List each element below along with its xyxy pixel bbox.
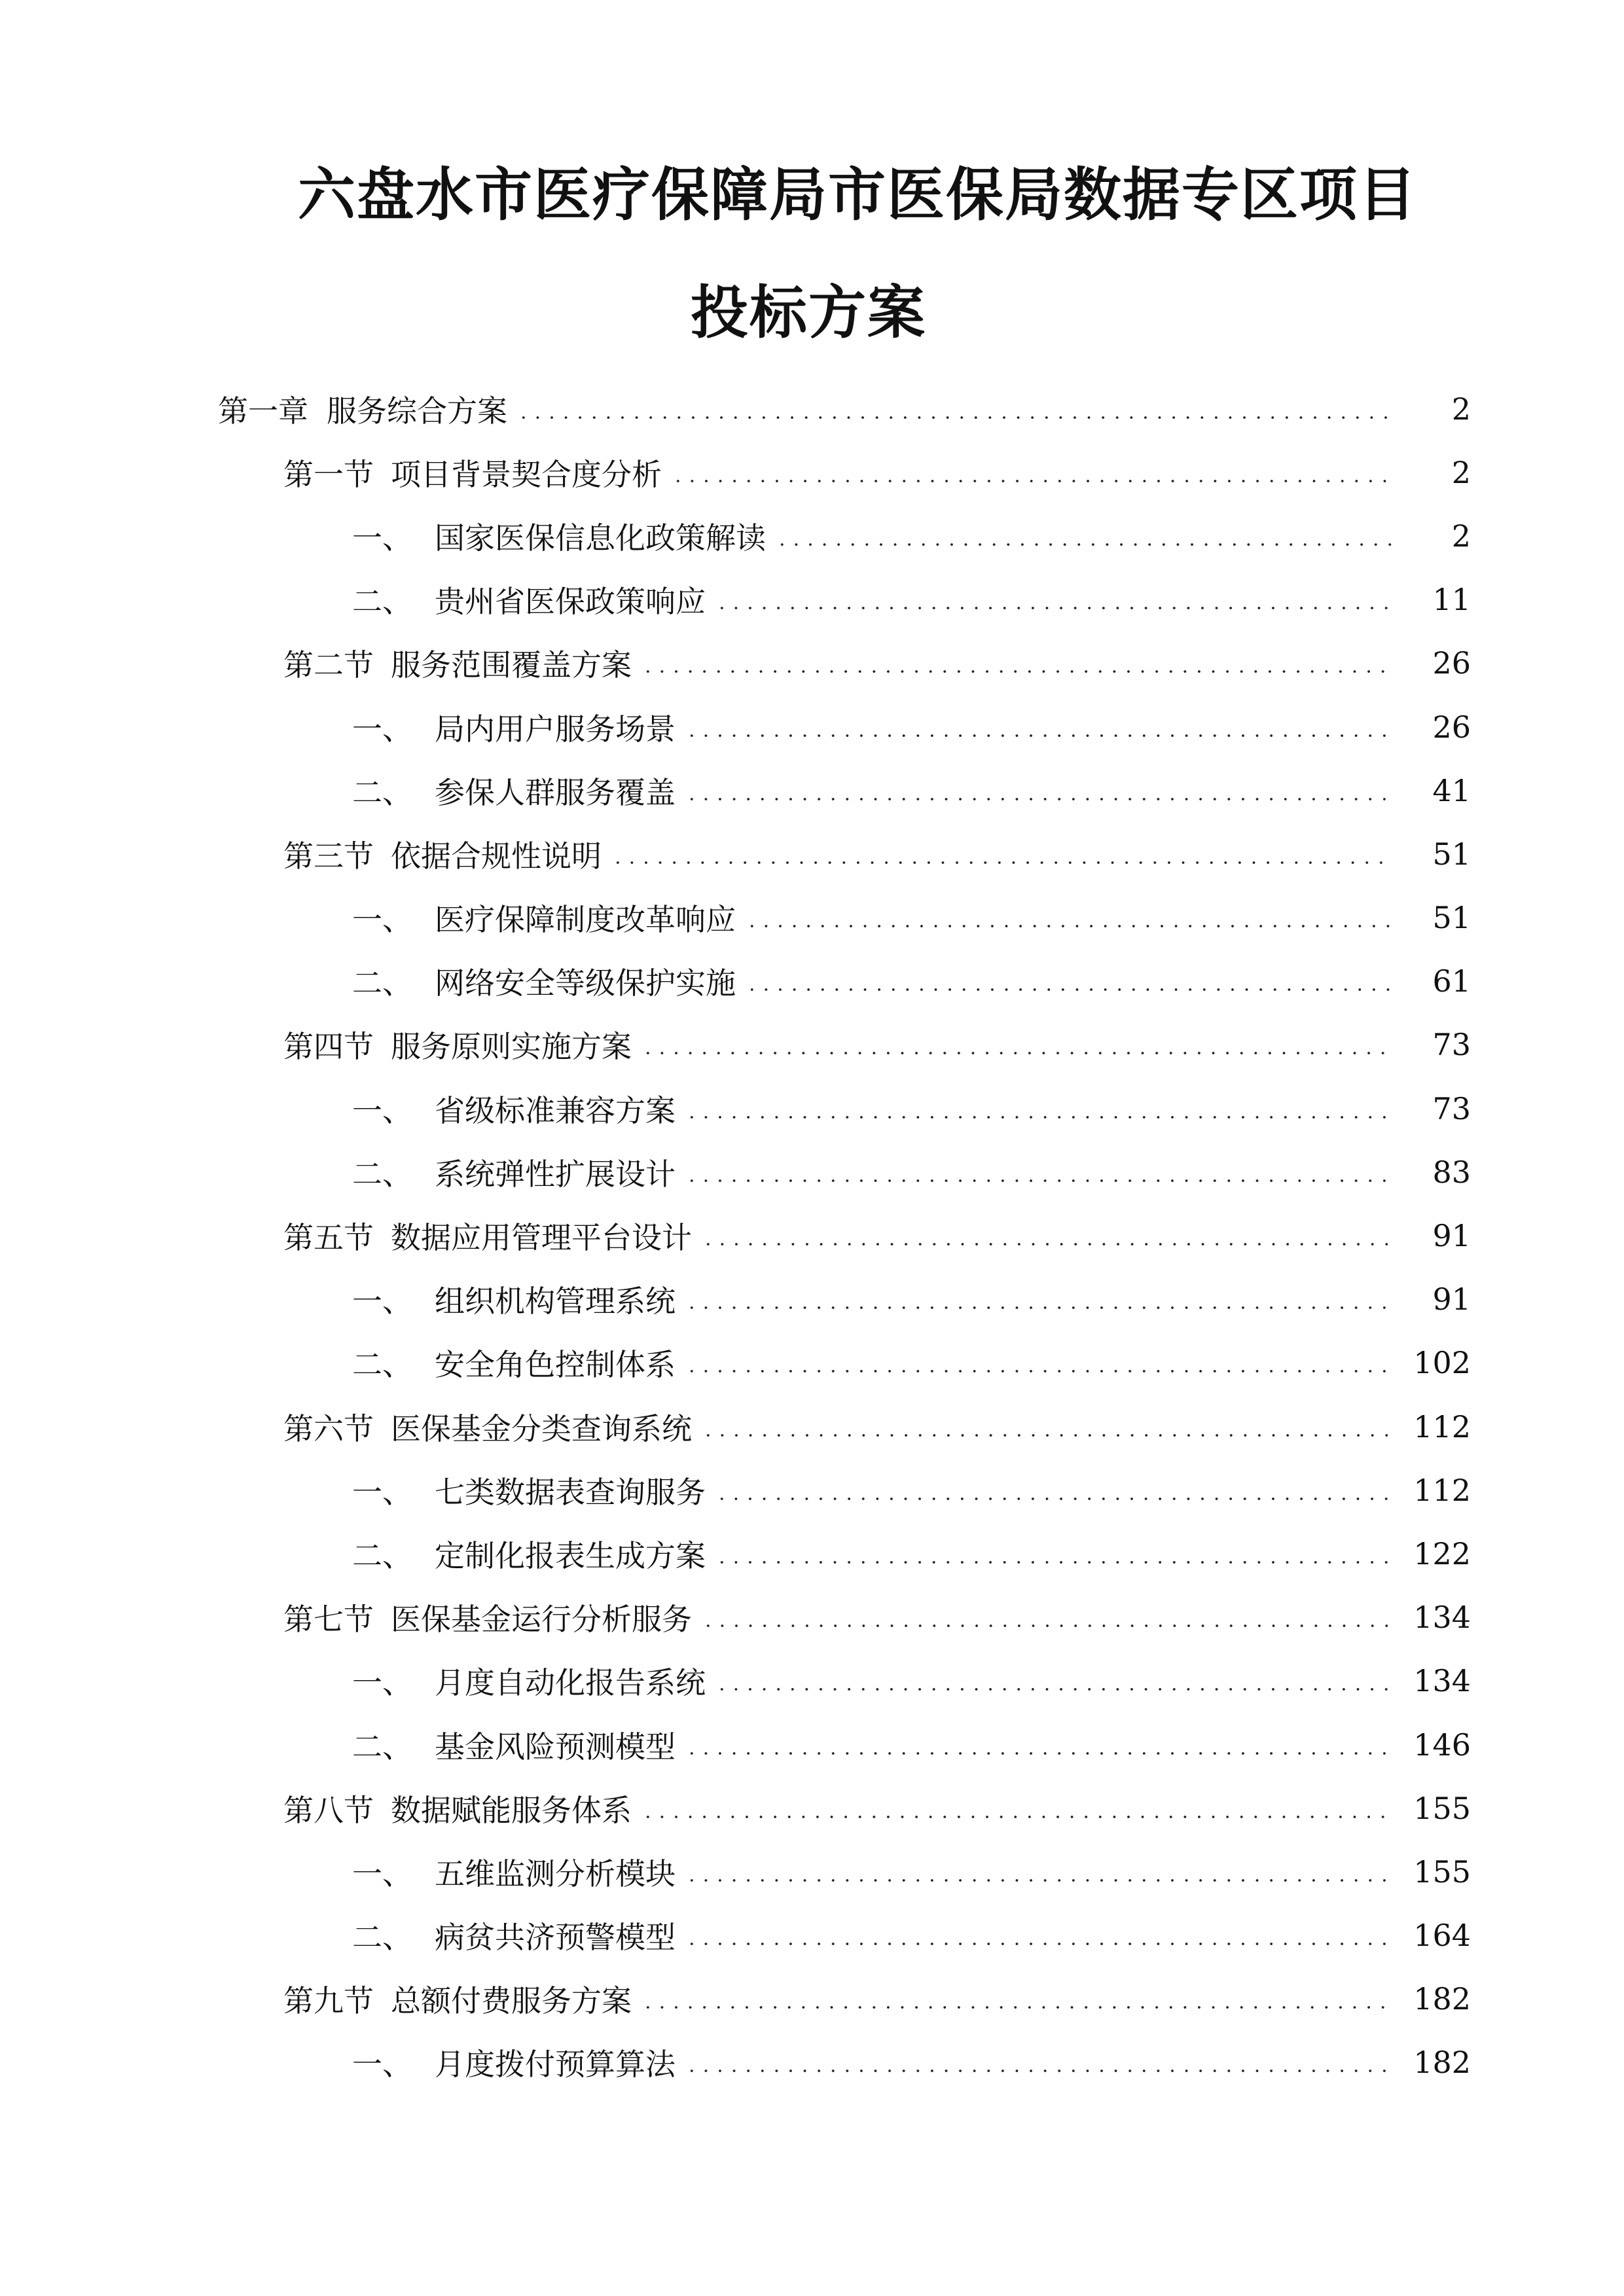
toc-entry-title: 贵州省医保政策响应 bbox=[435, 584, 706, 620]
toc-dot-leader bbox=[685, 2070, 1394, 2072]
toc-entry-title: 依据合规性说明 bbox=[391, 838, 602, 874]
toc-entry-title: 医保基金分类查询系统 bbox=[391, 1410, 692, 1446]
toc-entry-number: 二、 bbox=[352, 584, 412, 620]
toc-entry-number: 二、 bbox=[352, 1729, 412, 1765]
toc-entry-text bbox=[352, 896, 736, 939]
toc-entry-title: 项目背景契合度分析 bbox=[391, 456, 662, 492]
toc-entry-title: 七类数据表查询服务 bbox=[435, 1474, 706, 1510]
toc-entry-title: 服务范围覆盖方案 bbox=[391, 647, 632, 683]
toc-dot-leader bbox=[715, 1561, 1394, 1564]
toc-entry-title: 组织机构管理系统 bbox=[435, 1283, 676, 1319]
toc-entry-text bbox=[283, 1214, 692, 1257]
toc-page-number: 182 bbox=[1413, 2045, 1471, 2081]
toc-entry-text bbox=[352, 1659, 706, 1702]
toc-entry[interactable] bbox=[0, 886, 1624, 950]
toc-page-number: 164 bbox=[1413, 1918, 1471, 1954]
toc-dot-leader bbox=[685, 1116, 1394, 1119]
toc-dot-leader bbox=[685, 798, 1394, 800]
toc-entry-title: 医疗保障制度改革响应 bbox=[435, 902, 736, 938]
toc-dot-leader bbox=[685, 1879, 1394, 1882]
table-of-contents bbox=[0, 377, 1624, 2094]
toc-entry-number: 一、 bbox=[352, 1856, 412, 1892]
toc-entry-number: 第三节 bbox=[283, 838, 374, 874]
toc-entry[interactable] bbox=[0, 1331, 1624, 1395]
document-title-line-2: 投标方案 bbox=[691, 279, 927, 346]
toc-entry-text bbox=[283, 1977, 632, 2020]
toc-page-number: 73 bbox=[1432, 1027, 1471, 1063]
toc-entry[interactable] bbox=[0, 1649, 1624, 1713]
toc-entry[interactable] bbox=[0, 822, 1624, 886]
toc-entry[interactable] bbox=[0, 1140, 1624, 1204]
toc-entry-number: 第七节 bbox=[283, 1602, 374, 1638]
toc-entry[interactable] bbox=[0, 440, 1624, 504]
toc-entry-title: 网络安全等级保护实施 bbox=[435, 965, 736, 1001]
toc-entry-title: 月度自动化报告系统 bbox=[435, 1665, 706, 1701]
toc-entry-text bbox=[352, 1151, 676, 1194]
toc-entry-title: 月度拨付预算算法 bbox=[435, 2047, 676, 2083]
toc-entry-number: 一、 bbox=[352, 711, 412, 747]
toc-dot-leader bbox=[685, 1943, 1394, 1945]
toc-entry-number: 第一章 bbox=[218, 393, 308, 429]
toc-entry-number: 第八节 bbox=[283, 1792, 374, 1828]
toc-entry-number: 第九节 bbox=[283, 1983, 374, 2019]
toc-page-number: 182 bbox=[1413, 1981, 1471, 2017]
toc-entry[interactable] bbox=[0, 1522, 1624, 1585]
toc-dot-leader bbox=[715, 607, 1394, 609]
toc-dot-leader bbox=[745, 988, 1394, 991]
toc-entry-number: 第四节 bbox=[283, 1029, 374, 1065]
toc-dot-leader bbox=[611, 861, 1394, 864]
toc-entry-number: 二、 bbox=[352, 965, 412, 1001]
toc-dot-leader bbox=[641, 670, 1394, 673]
toc-entry-number: 二、 bbox=[352, 774, 412, 810]
toc-entry-title: 医保基金运行分析服务 bbox=[391, 1602, 692, 1638]
toc-page-number: 26 bbox=[1432, 709, 1471, 745]
toc-page-number: 2 bbox=[1451, 391, 1471, 427]
toc-entry[interactable] bbox=[0, 1395, 1624, 1458]
toc-entry[interactable] bbox=[0, 1967, 1624, 2031]
toc-entry[interactable] bbox=[0, 1458, 1624, 1522]
toc-entry-text bbox=[352, 1341, 676, 1384]
toc-page-number: 134 bbox=[1413, 1600, 1471, 1636]
toc-entry-text bbox=[283, 451, 662, 494]
toc-entry-number: 第六节 bbox=[283, 1410, 374, 1446]
toc-entry-number: 一、 bbox=[352, 1474, 412, 1510]
toc-entry-number: 一、 bbox=[352, 520, 412, 556]
toc-entry-number: 一、 bbox=[352, 1092, 412, 1128]
toc-entry[interactable] bbox=[0, 632, 1624, 695]
toc-page-number: 155 bbox=[1413, 1790, 1471, 1826]
toc-page-number: 112 bbox=[1413, 1408, 1471, 1444]
toc-entry-number: 二、 bbox=[352, 1156, 412, 1192]
toc-entry-number: 二、 bbox=[352, 1920, 412, 1956]
toc-page-number: 155 bbox=[1413, 1854, 1471, 1890]
toc-page-number: 61 bbox=[1432, 963, 1471, 999]
toc-entry[interactable] bbox=[0, 695, 1624, 759]
toc-page-number: 26 bbox=[1432, 645, 1471, 681]
toc-entry-title: 总额付费服务方案 bbox=[391, 1983, 632, 2019]
toc-entry-text bbox=[283, 641, 632, 685]
toc-entry[interactable] bbox=[0, 2031, 1624, 2094]
toc-dot-leader bbox=[516, 416, 1394, 419]
toc-entry-title: 参保人群服务覆盖 bbox=[435, 774, 676, 810]
toc-page-number: 102 bbox=[1413, 1345, 1471, 1381]
toc-entry-title: 国家医保信息化政策解读 bbox=[435, 520, 766, 556]
toc-entry-number: 一、 bbox=[352, 1665, 412, 1701]
toc-entry[interactable] bbox=[0, 1013, 1624, 1077]
toc-entry-text bbox=[352, 578, 706, 621]
toc-entry-number: 第二节 bbox=[283, 647, 374, 683]
toc-entry-text bbox=[352, 1532, 706, 1575]
toc-entry[interactable] bbox=[0, 1840, 1624, 1903]
toc-dot-leader bbox=[685, 734, 1394, 737]
toc-entry-text bbox=[218, 387, 507, 431]
toc-entry[interactable] bbox=[0, 1268, 1624, 1331]
toc-dot-leader bbox=[701, 1434, 1394, 1437]
toc-entry-number: 一、 bbox=[352, 2047, 412, 2083]
toc-entry-text bbox=[352, 1723, 676, 1767]
toc-entry-title: 病贫共济预警模型 bbox=[435, 1920, 676, 1956]
toc-entry[interactable] bbox=[0, 1204, 1624, 1267]
toc-entry-text bbox=[283, 1787, 632, 1830]
toc-entry[interactable] bbox=[0, 1776, 1624, 1840]
toc-entry-text bbox=[352, 1087, 676, 1130]
toc-entry-title: 服务原则实施方案 bbox=[391, 1029, 632, 1065]
toc-entry-text bbox=[352, 1914, 676, 1957]
toc-dot-leader bbox=[671, 480, 1394, 482]
toc-entry-text bbox=[283, 833, 602, 876]
toc-entry-number: 二、 bbox=[352, 1537, 412, 1573]
toc-entry-title: 五维监测分析模块 bbox=[435, 1856, 676, 1892]
toc-dot-leader bbox=[641, 1816, 1394, 1818]
toc-entry[interactable] bbox=[0, 1586, 1624, 1649]
toc-entry[interactable] bbox=[0, 568, 1624, 632]
toc-entry-text bbox=[352, 1469, 706, 1512]
toc-entry-title: 省级标准兼容方案 bbox=[435, 1092, 676, 1128]
toc-dot-leader bbox=[775, 543, 1394, 546]
toc-page-number: 112 bbox=[1413, 1472, 1471, 1508]
toc-page-number: 73 bbox=[1432, 1090, 1471, 1126]
toc-page-number: 91 bbox=[1432, 1218, 1471, 1254]
toc-dot-leader bbox=[685, 1370, 1394, 1372]
toc-entry-number: 一、 bbox=[352, 902, 412, 938]
toc-dot-leader bbox=[641, 1052, 1394, 1054]
toc-page-number: 2 bbox=[1451, 518, 1471, 554]
toc-entry-text bbox=[352, 2041, 676, 2084]
toc-entry-text bbox=[352, 769, 676, 812]
toc-entry-number: 第一节 bbox=[283, 456, 374, 492]
toc-page-number: 146 bbox=[1413, 1727, 1471, 1763]
toc-entry-title: 局内用户服务场景 bbox=[435, 711, 676, 747]
toc-entry[interactable] bbox=[0, 1077, 1624, 1140]
toc-dot-leader bbox=[715, 1688, 1394, 1691]
toc-page-number: 91 bbox=[1432, 1282, 1471, 1318]
toc-entry-title: 系统弹性扩展设计 bbox=[435, 1156, 676, 1192]
toc-entry[interactable] bbox=[0, 377, 1624, 440]
toc-entry-title: 安全角色控制体系 bbox=[435, 1347, 676, 1383]
toc-page-number: 2 bbox=[1451, 454, 1471, 490]
toc-entry-text bbox=[352, 1850, 676, 1893]
toc-entry-title: 基金风险预测模型 bbox=[435, 1729, 676, 1765]
toc-entry-number: 二、 bbox=[352, 1347, 412, 1383]
toc-dot-leader bbox=[685, 1752, 1394, 1755]
toc-dot-leader bbox=[701, 1624, 1394, 1627]
toc-entry-text bbox=[283, 1023, 632, 1066]
toc-dot-leader bbox=[745, 925, 1394, 927]
toc-entry-number: 一、 bbox=[352, 1283, 412, 1319]
toc-entry-text bbox=[283, 1405, 692, 1448]
toc-page-number: 51 bbox=[1432, 900, 1471, 936]
toc-dot-leader bbox=[685, 1179, 1394, 1182]
toc-page-number: 122 bbox=[1413, 1535, 1471, 1571]
toc-entry-title: 定制化报表生成方案 bbox=[435, 1537, 706, 1573]
toc-entry-number: 第五节 bbox=[283, 1220, 374, 1256]
toc-entry[interactable] bbox=[0, 1904, 1624, 1967]
toc-entry-text bbox=[352, 514, 766, 558]
toc-entry[interactable] bbox=[0, 504, 1624, 567]
toc-dot-leader bbox=[641, 2006, 1394, 2009]
toc-entry-title: 服务综合方案 bbox=[327, 393, 507, 429]
document-title-line-1: 六盘水市医疗保障局市医保局数据专区项目 bbox=[298, 161, 1418, 228]
toc-page-number: 134 bbox=[1413, 1663, 1471, 1699]
toc-entry-text bbox=[352, 960, 736, 1003]
toc-entry-text bbox=[283, 1596, 692, 1639]
toc-dot-leader bbox=[715, 1498, 1394, 1500]
toc-dot-leader bbox=[685, 1306, 1394, 1309]
toc-entry-title: 数据应用管理平台设计 bbox=[391, 1220, 692, 1256]
toc-page-number: 51 bbox=[1432, 836, 1471, 872]
toc-entry[interactable] bbox=[0, 950, 1624, 1013]
toc-entry-text bbox=[352, 706, 676, 749]
toc-entry-text bbox=[352, 1278, 676, 1321]
toc-dot-leader bbox=[701, 1243, 1394, 1246]
toc-entry-title: 数据赋能服务体系 bbox=[391, 1792, 632, 1828]
toc-page-number: 41 bbox=[1432, 772, 1471, 808]
toc-entry[interactable] bbox=[0, 1713, 1624, 1776]
toc-page-number: 11 bbox=[1432, 582, 1471, 618]
toc-entry[interactable] bbox=[0, 759, 1624, 822]
toc-page-number: 83 bbox=[1432, 1154, 1471, 1190]
